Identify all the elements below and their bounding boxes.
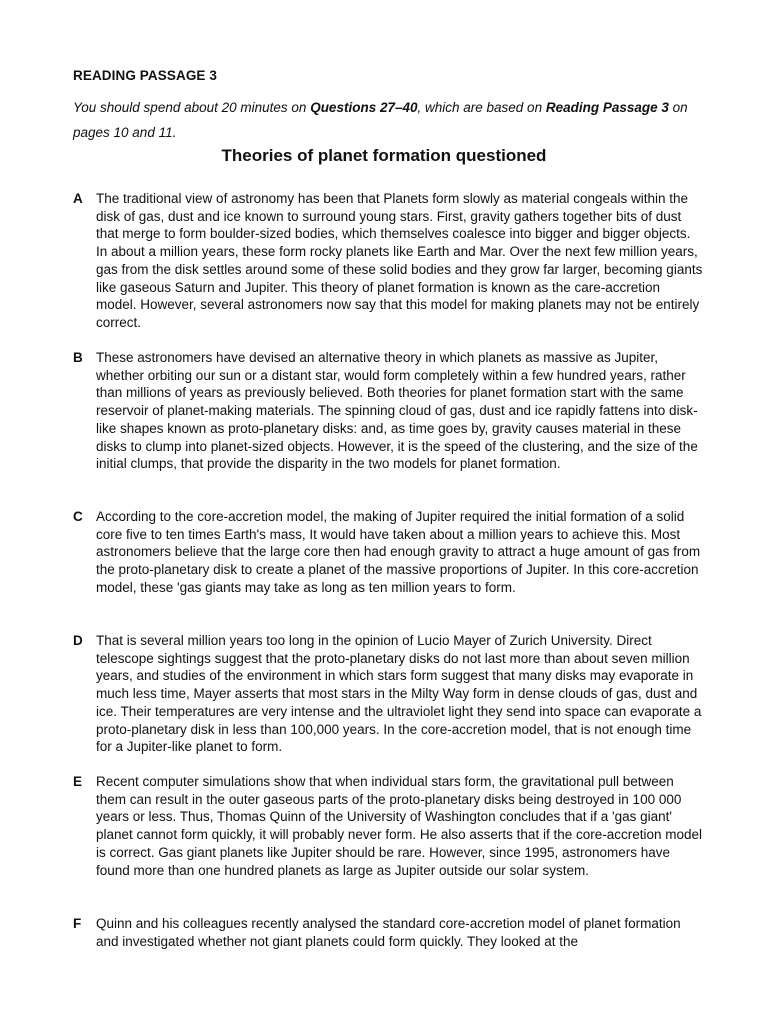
paragraph-b — [73, 349, 703, 473]
passage-title: Theories of planet formation questioned — [221, 146, 547, 165]
paragraph-letter: A — [73, 191, 83, 206]
paragraph-c — [73, 508, 703, 597]
paragraph-letter: F — [73, 916, 82, 931]
paragraph-a — [73, 190, 703, 332]
instructions-text: , which are based on — [417, 100, 546, 115]
paragraph-e — [73, 773, 703, 879]
instructions-questions: Questions 27–40 — [310, 100, 418, 115]
paragraph-letter: B — [73, 350, 83, 365]
paragraph-d — [73, 632, 703, 756]
paragraph-f — [73, 915, 703, 950]
paragraph-letter: C — [73, 509, 83, 524]
instructions-passage: Reading Passage 3 — [545, 100, 669, 115]
instructions-text: You should spend about 20 minutes on — [73, 100, 311, 115]
paragraph-text: The traditional view of astronomy has been that Planets form slowly as material congeals within the disk of gas, dust and ice known to surround young stars. First, gravity gathers together bits of dust that merge to form boulder-sized bodies, which themselves coalesce into bigger and bigger objects. In about a million years, these form rocky planets like Earth and Mar. Over the next few million years, gas from the disk settles around some of these solid bodies and they grow far larger, becoming giants like gaseous Saturn and Jupiter. This theory of planet formation is known as the care-accretion model. However, several astronomers now say that this model for making planets may not be entirely correct. — [96, 191, 703, 330]
paragraph-text: Recent computer simulations show that when individual stars form, the gravitational pull between them can result in the outer gaseous parts of the proto-planetary disks being destroyed in 100 000 years or less. Thus, Thomas Quinn of the University of Washington concludes that if a 'gas giant' planet cannot form quickly, it will probably never form. He also asserts that if the core-accretion model is correct. Gas giant planets like Jupiter should be rare. However, since 1995, astronomers have found more than one hundred planets as large as Jupiter outside our solar system. — [96, 774, 703, 878]
paragraph-text: Quinn and his colleagues recently analysed the standard core-accretion model of planet formation and investigated whether not giant planets could form quickly. They looked at the — [96, 916, 681, 949]
paragraph-letter: E — [73, 774, 83, 789]
paragraph-text: According to the core-accretion model, the making of Jupiter required the initial formation of a solid core five to ten times Earth's mass, It would have taken about a million years to achieve this. Most astronomers believe that the large core then had enough gravity to attract a huge amount of gas from the proto-planetary disk to create a planet of the massive proportions of Jupiter. In this core-accretion model, these 'gas giants may take as long as ten million years to form. — [96, 509, 701, 595]
instructions-text: on pages 10 and 11. — [73, 100, 688, 140]
paragraph-text: That is several million years too long in the opinion of Lucio Mayer of Zurich University. Direct telescope sightings suggest that the proto-planetary disks do not last more than about seven million years, and studies of the environment in which stars form suggest that many disks may evaporate in much less time, Mayer asserts that most stars in the Milty Way form in dense clouds of gas, dust and ice. Their temperatures are very intense and the ultraviolet light they send into space can evaporate a proto-planetary disk in less than 100,000 years. In the core-accretion model, that is not enough time for a Jupiter-like planet to form. — [96, 633, 702, 755]
paragraph-text: These astronomers have devised an alternative theory in which planets as massive as Jupiter, whether orbiting our sun or a distant star, would form completely within a few hundred years, rather than millions of years as previously believed. Both theories for planet formation start with the same reservoir of planet-making materials. The spinning cloud of gas, dust and ice rapidly fattens into disk-like shapes known as proto-planetary disks: and, as time goes by, gravity causes material in these disks to clump into planet-sized objects. However, it is the speed of the clustering, and the size of the initial clumps, that provide the disparity in the two models for planet formation. — [96, 350, 698, 472]
instructions — [73, 96, 698, 145]
paragraph-letter: D — [73, 633, 83, 648]
section-label: READING PASSAGE 3 — [73, 68, 217, 83]
